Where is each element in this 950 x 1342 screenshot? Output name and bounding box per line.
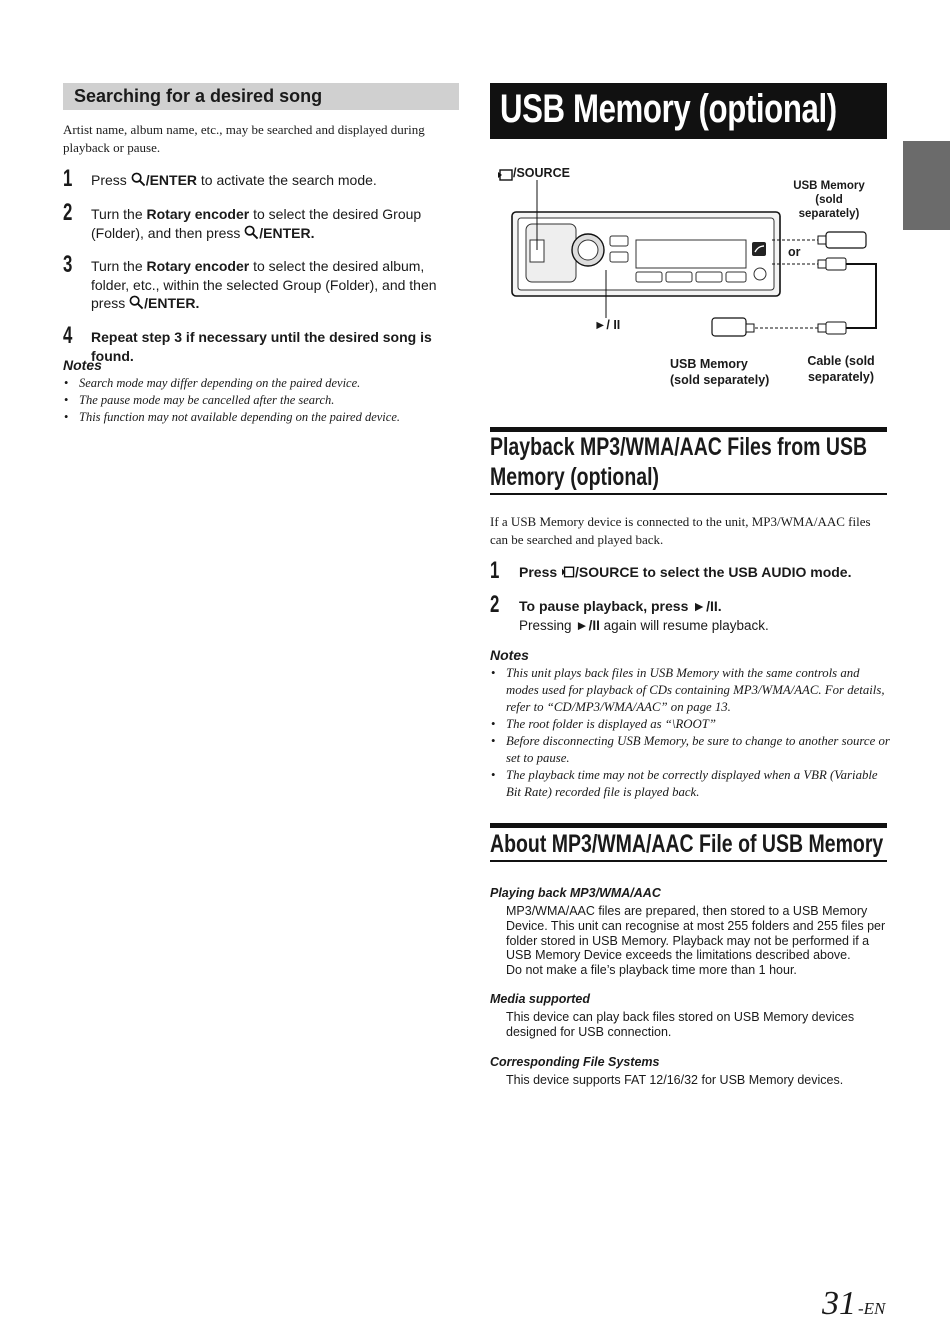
paragraph-playing-back: MP3/WMA/AAC files are prepared, then stored to a USB Memory Device. This unit can recognise at most 255 folders and 255 files per folder stored in USB Memory. Playback may not be performed if a USB Memory Device exceeds the limitations described above. Do not make a file’s playback time more than 1 hour. <box>506 904 886 978</box>
note-item: • The root folder is displayed as “\ROOT” <box>490 716 890 733</box>
section-rule-top <box>490 823 887 828</box>
step-number: 2 <box>490 591 500 618</box>
step-number: 3 <box>63 251 73 278</box>
play-pause-label: ►/ II <box>594 318 621 332</box>
page-title: USB Memory (optional) <box>500 87 837 131</box>
step-text: Repeat step 3 if necessary until the desired song is found. <box>91 329 432 364</box>
usb-memory-bottom-label: USB Memory (sold separately) <box>670 357 770 387</box>
step-text: (Folder), and then press <box>91 224 245 241</box>
step-text: Turn the <box>91 206 147 222</box>
cable-label: Cable (sold separately) <box>807 354 875 384</box>
playback-section-title: Playback MP3/WMA/AAC Files from USB Memory (optional) <box>490 433 868 491</box>
section-rule-bottom <box>490 860 887 862</box>
step-text: to select the desired album, <box>249 258 425 274</box>
subheading-playing-back: Playing back MP3/WMA/AAC <box>490 886 661 900</box>
step-text: Press <box>519 564 562 580</box>
step-text: to select the USB AUDIO mode. <box>638 564 852 580</box>
paragraph-file-systems: This device supports FAT 12/16/32 for USB Memory devices. <box>506 1073 844 1087</box>
rotary-encoder-label: Rotary encoder <box>146 206 250 222</box>
step-text: to activate the search mode. <box>197 172 377 188</box>
page-suffix: -EN <box>858 1299 886 1318</box>
enter-key-label: /ENTER <box>145 172 198 188</box>
playback-intro: If a USB Memory device is connected to the unit, MP3/WMA/AAC files can be searched and played back. <box>490 514 871 547</box>
about-section-title: About MP3/WMA/AAC File of USB Memory <box>490 830 884 858</box>
play-pause-key-label: ►/II <box>575 617 600 633</box>
step-number: 2 <box>63 199 73 226</box>
source-icon <box>498 170 512 180</box>
paragraph-media-supported: This device can play back files stored on USB Memory devices designed for USB connection. <box>506 1010 855 1039</box>
note-item: • Before disconnecting USB Memory, be sure to change to another source or set to pause. <box>490 733 890 767</box>
search-intro: Artist name, album name, etc., may be searched and displayed during playback or pause. <box>63 122 425 155</box>
search-icon <box>131 172 146 187</box>
note-item: • This unit plays back files in USB Memory with the same controls and modes used for playback of CDs containing MP3/WMA/AAC. For details, refer to “CD/MP3/WMA/AAC” on page 13. <box>490 665 890 716</box>
step-text: To pause playback, press <box>519 598 693 614</box>
notes-title: Notes <box>490 647 529 663</box>
step-number: 4 <box>63 322 73 349</box>
note-item: • The pause mode may be cancelled after the search. <box>63 392 463 409</box>
search-notes <box>63 357 463 426</box>
note-item: • This function may not available depending on the paired device. <box>63 409 463 426</box>
enter-key-label: /ENTER. <box>259 224 315 241</box>
section-heading-search <box>63 83 459 110</box>
step-number: 1 <box>63 165 73 192</box>
step-number: 1 <box>490 557 500 584</box>
note-item: • Search mode may differ depending on the paired device. <box>63 375 463 392</box>
playback-notes <box>490 647 890 801</box>
or-label: or <box>788 245 801 259</box>
head-unit-illustration <box>512 212 780 296</box>
enter-key-label: /ENTER. <box>144 295 200 311</box>
step-subtext: again will resume playback. <box>599 617 769 633</box>
usb-memory-bottom <box>712 318 754 336</box>
step-subtext: Pressing <box>519 617 576 633</box>
search-icon <box>129 295 144 310</box>
step-text: press <box>91 295 130 311</box>
usb-memory-top <box>818 232 866 248</box>
play-pause-key-label: ►/II. <box>692 598 722 614</box>
note-item: • The playback time may not be correctly displayed when a VBR (Variable Bit Rate) recorded file is played back. <box>490 767 890 801</box>
usb-cable-connector <box>818 258 876 334</box>
subheading-file-systems: Corresponding File Systems <box>490 1055 660 1069</box>
source-label: /SOURCE <box>513 166 570 180</box>
step-text: folder, etc., within the selected Group (Folder), and then <box>91 276 437 293</box>
rotary-encoder-label: Rotary encoder <box>146 258 250 274</box>
usb-memory-top-label: USB Memory (sold separately) <box>793 180 865 220</box>
chapter-tab <box>903 141 950 230</box>
source-key-label: /SOURCE <box>575 564 639 580</box>
step-text: Turn the <box>91 258 147 274</box>
notes-title: Notes <box>63 357 102 373</box>
search-icon <box>244 225 259 240</box>
section-rule-bottom <box>490 493 887 495</box>
page-number: 31 <box>822 1285 856 1322</box>
subheading-media-supported: Media supported <box>490 992 591 1006</box>
section-heading-text: Searching for a desired song <box>74 86 323 106</box>
usb-memory-title-bar <box>490 83 887 139</box>
source-icon <box>561 566 575 578</box>
step-text: Press <box>91 172 131 188</box>
step-text: to select the desired Group <box>249 206 422 222</box>
